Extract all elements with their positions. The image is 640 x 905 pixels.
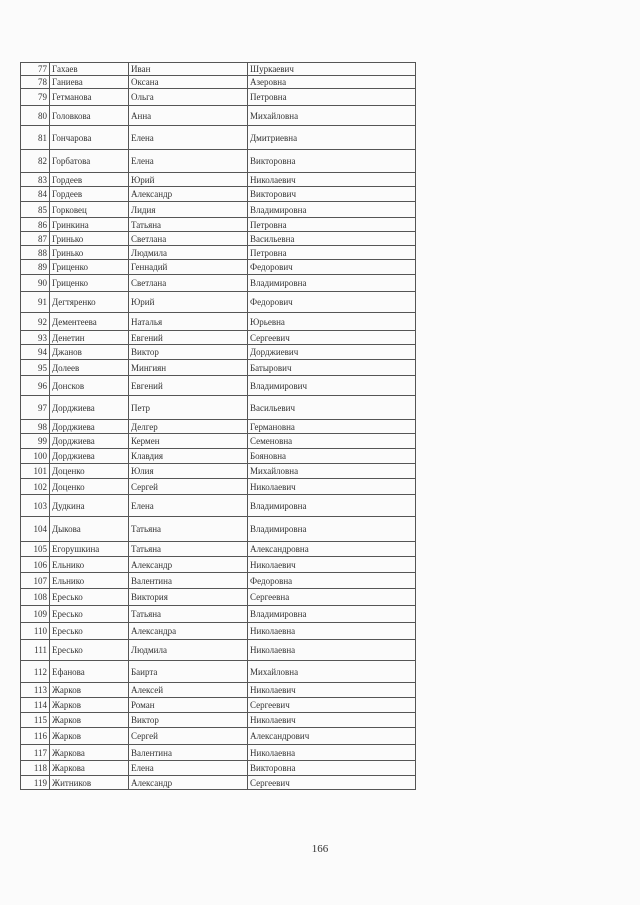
first-name-cell: Александра — [129, 623, 248, 640]
last-name-cell: Жаркова — [50, 761, 129, 776]
row-number-cell: 118 — [21, 761, 50, 776]
patronymic-cell: Федорович — [248, 260, 416, 275]
last-name-cell: Ересько — [50, 640, 129, 661]
row-number-cell: 109 — [21, 606, 50, 623]
row-number-cell: 80 — [21, 106, 50, 126]
row-number-cell: 111 — [21, 640, 50, 661]
first-name-cell: Татьяна — [129, 517, 248, 542]
last-name-cell: Жаркова — [50, 745, 129, 761]
last-name-cell: Жарков — [50, 698, 129, 713]
last-name-cell: Дорджиева — [50, 449, 129, 464]
last-name-cell: Долеев — [50, 360, 129, 376]
first-name-cell: Людмила — [129, 640, 248, 661]
patronymic-cell: Владимировна — [248, 202, 416, 218]
patronymic-cell: Петровна — [248, 246, 416, 260]
last-name-cell: Денетин — [50, 331, 129, 345]
row-number-cell: 95 — [21, 360, 50, 376]
row-number-cell: 106 — [21, 557, 50, 573]
table-row — [21, 606, 416, 623]
last-name-cell: Ельнико — [50, 557, 129, 573]
row-number-cell: 104 — [21, 517, 50, 542]
last-name-cell: Горковец — [50, 202, 129, 218]
patronymic-cell: Николаевич — [248, 683, 416, 698]
table-row — [21, 761, 416, 776]
first-name-cell: Ольга — [129, 89, 248, 106]
last-name-cell: Дегтяренко — [50, 292, 129, 313]
first-name-cell: Кермен — [129, 434, 248, 449]
row-number-cell: 110 — [21, 623, 50, 640]
table-row — [21, 150, 416, 173]
patronymic-cell: Николаевна — [248, 640, 416, 661]
first-name-cell: Елена — [129, 495, 248, 517]
row-number-cell: 84 — [21, 187, 50, 202]
table-row — [21, 260, 416, 275]
patronymic-cell: Федоровна — [248, 573, 416, 589]
table-row — [21, 331, 416, 345]
row-number-cell: 103 — [21, 495, 50, 517]
table-row — [21, 106, 416, 126]
patronymic-cell: Михайловна — [248, 464, 416, 479]
row-number-cell: 119 — [21, 776, 50, 790]
first-name-cell: Баирта — [129, 661, 248, 683]
patronymic-cell: Сергеевна — [248, 589, 416, 606]
patronymic-cell: Батырович — [248, 360, 416, 376]
row-number-cell: 107 — [21, 573, 50, 589]
first-name-cell: Елена — [129, 126, 248, 150]
patronymic-cell: Михайловна — [248, 106, 416, 126]
patronymic-cell: Николаевич — [248, 479, 416, 495]
last-name-cell: Егорушкина — [50, 542, 129, 557]
row-number-cell: 117 — [21, 745, 50, 761]
table-row — [21, 126, 416, 150]
row-number-cell: 115 — [21, 713, 50, 728]
table-row — [21, 232, 416, 246]
roster-body — [21, 63, 416, 790]
patronymic-cell: Александровна — [248, 542, 416, 557]
table-row — [21, 187, 416, 202]
first-name-cell: Анна — [129, 106, 248, 126]
last-name-cell: Ганиева — [50, 76, 129, 89]
first-name-cell: Александр — [129, 187, 248, 202]
table-row — [21, 557, 416, 573]
patronymic-cell: Дорджиевич — [248, 345, 416, 360]
first-name-cell: Иван — [129, 63, 248, 76]
table-row — [21, 420, 416, 434]
first-name-cell: Виктор — [129, 713, 248, 728]
table-row — [21, 292, 416, 313]
table-row — [21, 246, 416, 260]
last-name-cell: Гетманова — [50, 89, 129, 106]
table-row — [21, 542, 416, 557]
last-name-cell: Гриценко — [50, 260, 129, 275]
first-name-cell: Людмила — [129, 246, 248, 260]
row-number-cell: 92 — [21, 313, 50, 331]
patronymic-cell: Владимировна — [248, 517, 416, 542]
row-number-cell: 105 — [21, 542, 50, 557]
table-row — [21, 345, 416, 360]
table-row — [21, 173, 416, 187]
first-name-cell: Валентина — [129, 745, 248, 761]
last-name-cell: Доценко — [50, 479, 129, 495]
patronymic-cell: Юрьевна — [248, 313, 416, 331]
row-number-cell: 79 — [21, 89, 50, 106]
row-number-cell: 78 — [21, 76, 50, 89]
table-row — [21, 202, 416, 218]
first-name-cell: Светлана — [129, 232, 248, 246]
first-name-cell: Елена — [129, 761, 248, 776]
patronymic-cell: Николаевич — [248, 557, 416, 573]
row-number-cell: 112 — [21, 661, 50, 683]
row-number-cell: 83 — [21, 173, 50, 187]
last-name-cell: Гринько — [50, 232, 129, 246]
first-name-cell: Юрий — [129, 173, 248, 187]
first-name-cell: Елена — [129, 150, 248, 173]
table-row — [21, 698, 416, 713]
table-row — [21, 449, 416, 464]
last-name-cell: Дорджиева — [50, 420, 129, 434]
patronymic-cell: Николаевич — [248, 713, 416, 728]
first-name-cell: Петр — [129, 396, 248, 420]
last-name-cell: Гордеев — [50, 187, 129, 202]
row-number-cell: 98 — [21, 420, 50, 434]
first-name-cell: Светлана — [129, 275, 248, 292]
row-number-cell: 89 — [21, 260, 50, 275]
patronymic-cell: Петровна — [248, 89, 416, 106]
table-row — [21, 63, 416, 76]
last-name-cell: Доценко — [50, 464, 129, 479]
last-name-cell: Джанов — [50, 345, 129, 360]
first-name-cell: Делгер — [129, 420, 248, 434]
last-name-cell: Ересько — [50, 606, 129, 623]
patronymic-cell: Германовна — [248, 420, 416, 434]
row-number-cell: 99 — [21, 434, 50, 449]
patronymic-cell: Васильевна — [248, 232, 416, 246]
first-name-cell: Евгений — [129, 376, 248, 396]
row-number-cell: 116 — [21, 728, 50, 745]
first-name-cell: Виктория — [129, 589, 248, 606]
row-number-cell: 90 — [21, 275, 50, 292]
row-number-cell: 113 — [21, 683, 50, 698]
row-number-cell: 93 — [21, 331, 50, 345]
table-row — [21, 683, 416, 698]
table-row — [21, 76, 416, 89]
table-row — [21, 313, 416, 331]
row-number-cell: 102 — [21, 479, 50, 495]
first-name-cell: Валентина — [129, 573, 248, 589]
first-name-cell: Юлия — [129, 464, 248, 479]
patronymic-cell: Сергеевич — [248, 331, 416, 345]
row-number-cell: 97 — [21, 396, 50, 420]
last-name-cell: Гринкина — [50, 218, 129, 232]
patronymic-cell: Александрович — [248, 728, 416, 745]
row-number-cell: 91 — [21, 292, 50, 313]
first-name-cell: Александр — [129, 557, 248, 573]
last-name-cell: Дорджиева — [50, 434, 129, 449]
patronymic-cell: Федорович — [248, 292, 416, 313]
first-name-cell: Виктор — [129, 345, 248, 360]
last-name-cell: Гахаев — [50, 63, 129, 76]
last-name-cell: Ересько — [50, 623, 129, 640]
row-number-cell: 114 — [21, 698, 50, 713]
patronymic-cell: Викторович — [248, 187, 416, 202]
table-row — [21, 589, 416, 606]
row-number-cell: 87 — [21, 232, 50, 246]
table-row — [21, 623, 416, 640]
patronymic-cell: Николаевна — [248, 623, 416, 640]
last-name-cell: Жарков — [50, 713, 129, 728]
first-name-cell: Клавдия — [129, 449, 248, 464]
row-number-cell: 86 — [21, 218, 50, 232]
first-name-cell: Оксана — [129, 76, 248, 89]
patronymic-cell: Шуркаевич — [248, 63, 416, 76]
table-row — [21, 517, 416, 542]
patronymic-cell: Сергеевич — [248, 698, 416, 713]
patronymic-cell: Владимировна — [248, 606, 416, 623]
last-name-cell: Головкова — [50, 106, 129, 126]
patronymic-cell: Васильевич — [248, 396, 416, 420]
row-number-cell: 81 — [21, 126, 50, 150]
first-name-cell: Лидия — [129, 202, 248, 218]
table-row — [21, 728, 416, 745]
row-number-cell: 88 — [21, 246, 50, 260]
first-name-cell: Татьяна — [129, 218, 248, 232]
row-number-cell: 82 — [21, 150, 50, 173]
last-name-cell: Дудкина — [50, 495, 129, 517]
table-row — [21, 640, 416, 661]
row-number-cell: 108 — [21, 589, 50, 606]
patronymic-cell: Семеновна — [248, 434, 416, 449]
table-row — [21, 479, 416, 495]
roster-table — [20, 62, 416, 790]
patronymic-cell: Николаевич — [248, 173, 416, 187]
table-row — [21, 275, 416, 292]
last-name-cell: Дементеева — [50, 313, 129, 331]
last-name-cell: Гринько — [50, 246, 129, 260]
first-name-cell: Татьяна — [129, 606, 248, 623]
table-row — [21, 396, 416, 420]
table-row — [21, 360, 416, 376]
row-number-cell: 101 — [21, 464, 50, 479]
last-name-cell: Гордеев — [50, 173, 129, 187]
last-name-cell: Ельнико — [50, 573, 129, 589]
first-name-cell: Евгений — [129, 331, 248, 345]
first-name-cell: Мингиян — [129, 360, 248, 376]
row-number-cell: 96 — [21, 376, 50, 396]
last-name-cell: Житников — [50, 776, 129, 790]
row-number-cell: 100 — [21, 449, 50, 464]
patronymic-cell: Викторовна — [248, 150, 416, 173]
table-row — [21, 573, 416, 589]
first-name-cell: Александр — [129, 776, 248, 790]
first-name-cell: Роман — [129, 698, 248, 713]
last-name-cell: Донсков — [50, 376, 129, 396]
table-row — [21, 376, 416, 396]
first-name-cell: Юрий — [129, 292, 248, 313]
first-name-cell: Сергей — [129, 479, 248, 495]
first-name-cell: Сергей — [129, 728, 248, 745]
table-row — [21, 464, 416, 479]
page-number: 166 — [311, 843, 329, 855]
patronymic-cell: Дмитриевна — [248, 126, 416, 150]
patronymic-cell: Петровна — [248, 218, 416, 232]
patronymic-cell: Владимировна — [248, 275, 416, 292]
table-row — [21, 661, 416, 683]
last-name-cell: Горбатова — [50, 150, 129, 173]
last-name-cell: Гриценко — [50, 275, 129, 292]
patronymic-cell: Владимирович — [248, 376, 416, 396]
patronymic-cell: Николаевна — [248, 745, 416, 761]
first-name-cell: Наталья — [129, 313, 248, 331]
patronymic-cell: Бояновна — [248, 449, 416, 464]
table-row — [21, 776, 416, 790]
last-name-cell: Жарков — [50, 728, 129, 745]
table-row — [21, 218, 416, 232]
table-row — [21, 713, 416, 728]
first-name-cell: Татьяна — [129, 542, 248, 557]
row-number-cell: 77 — [21, 63, 50, 76]
last-name-cell: Дыкова — [50, 517, 129, 542]
last-name-cell: Гончарова — [50, 126, 129, 150]
table-row — [21, 89, 416, 106]
first-name-cell: Геннадий — [129, 260, 248, 275]
table-row — [21, 495, 416, 517]
row-number-cell: 85 — [21, 202, 50, 218]
last-name-cell: Дорджиева — [50, 396, 129, 420]
last-name-cell: Ересько — [50, 589, 129, 606]
patronymic-cell: Михайловна — [248, 661, 416, 683]
table-row — [21, 745, 416, 761]
row-number-cell: 94 — [21, 345, 50, 360]
first-name-cell: Алексей — [129, 683, 248, 698]
patronymic-cell: Азеровна — [248, 76, 416, 89]
patronymic-cell: Викторовна — [248, 761, 416, 776]
table-row — [21, 434, 416, 449]
patronymic-cell: Сергеевич — [248, 776, 416, 790]
patronymic-cell: Владимировна — [248, 495, 416, 517]
last-name-cell: Жарков — [50, 683, 129, 698]
last-name-cell: Ефанова — [50, 661, 129, 683]
